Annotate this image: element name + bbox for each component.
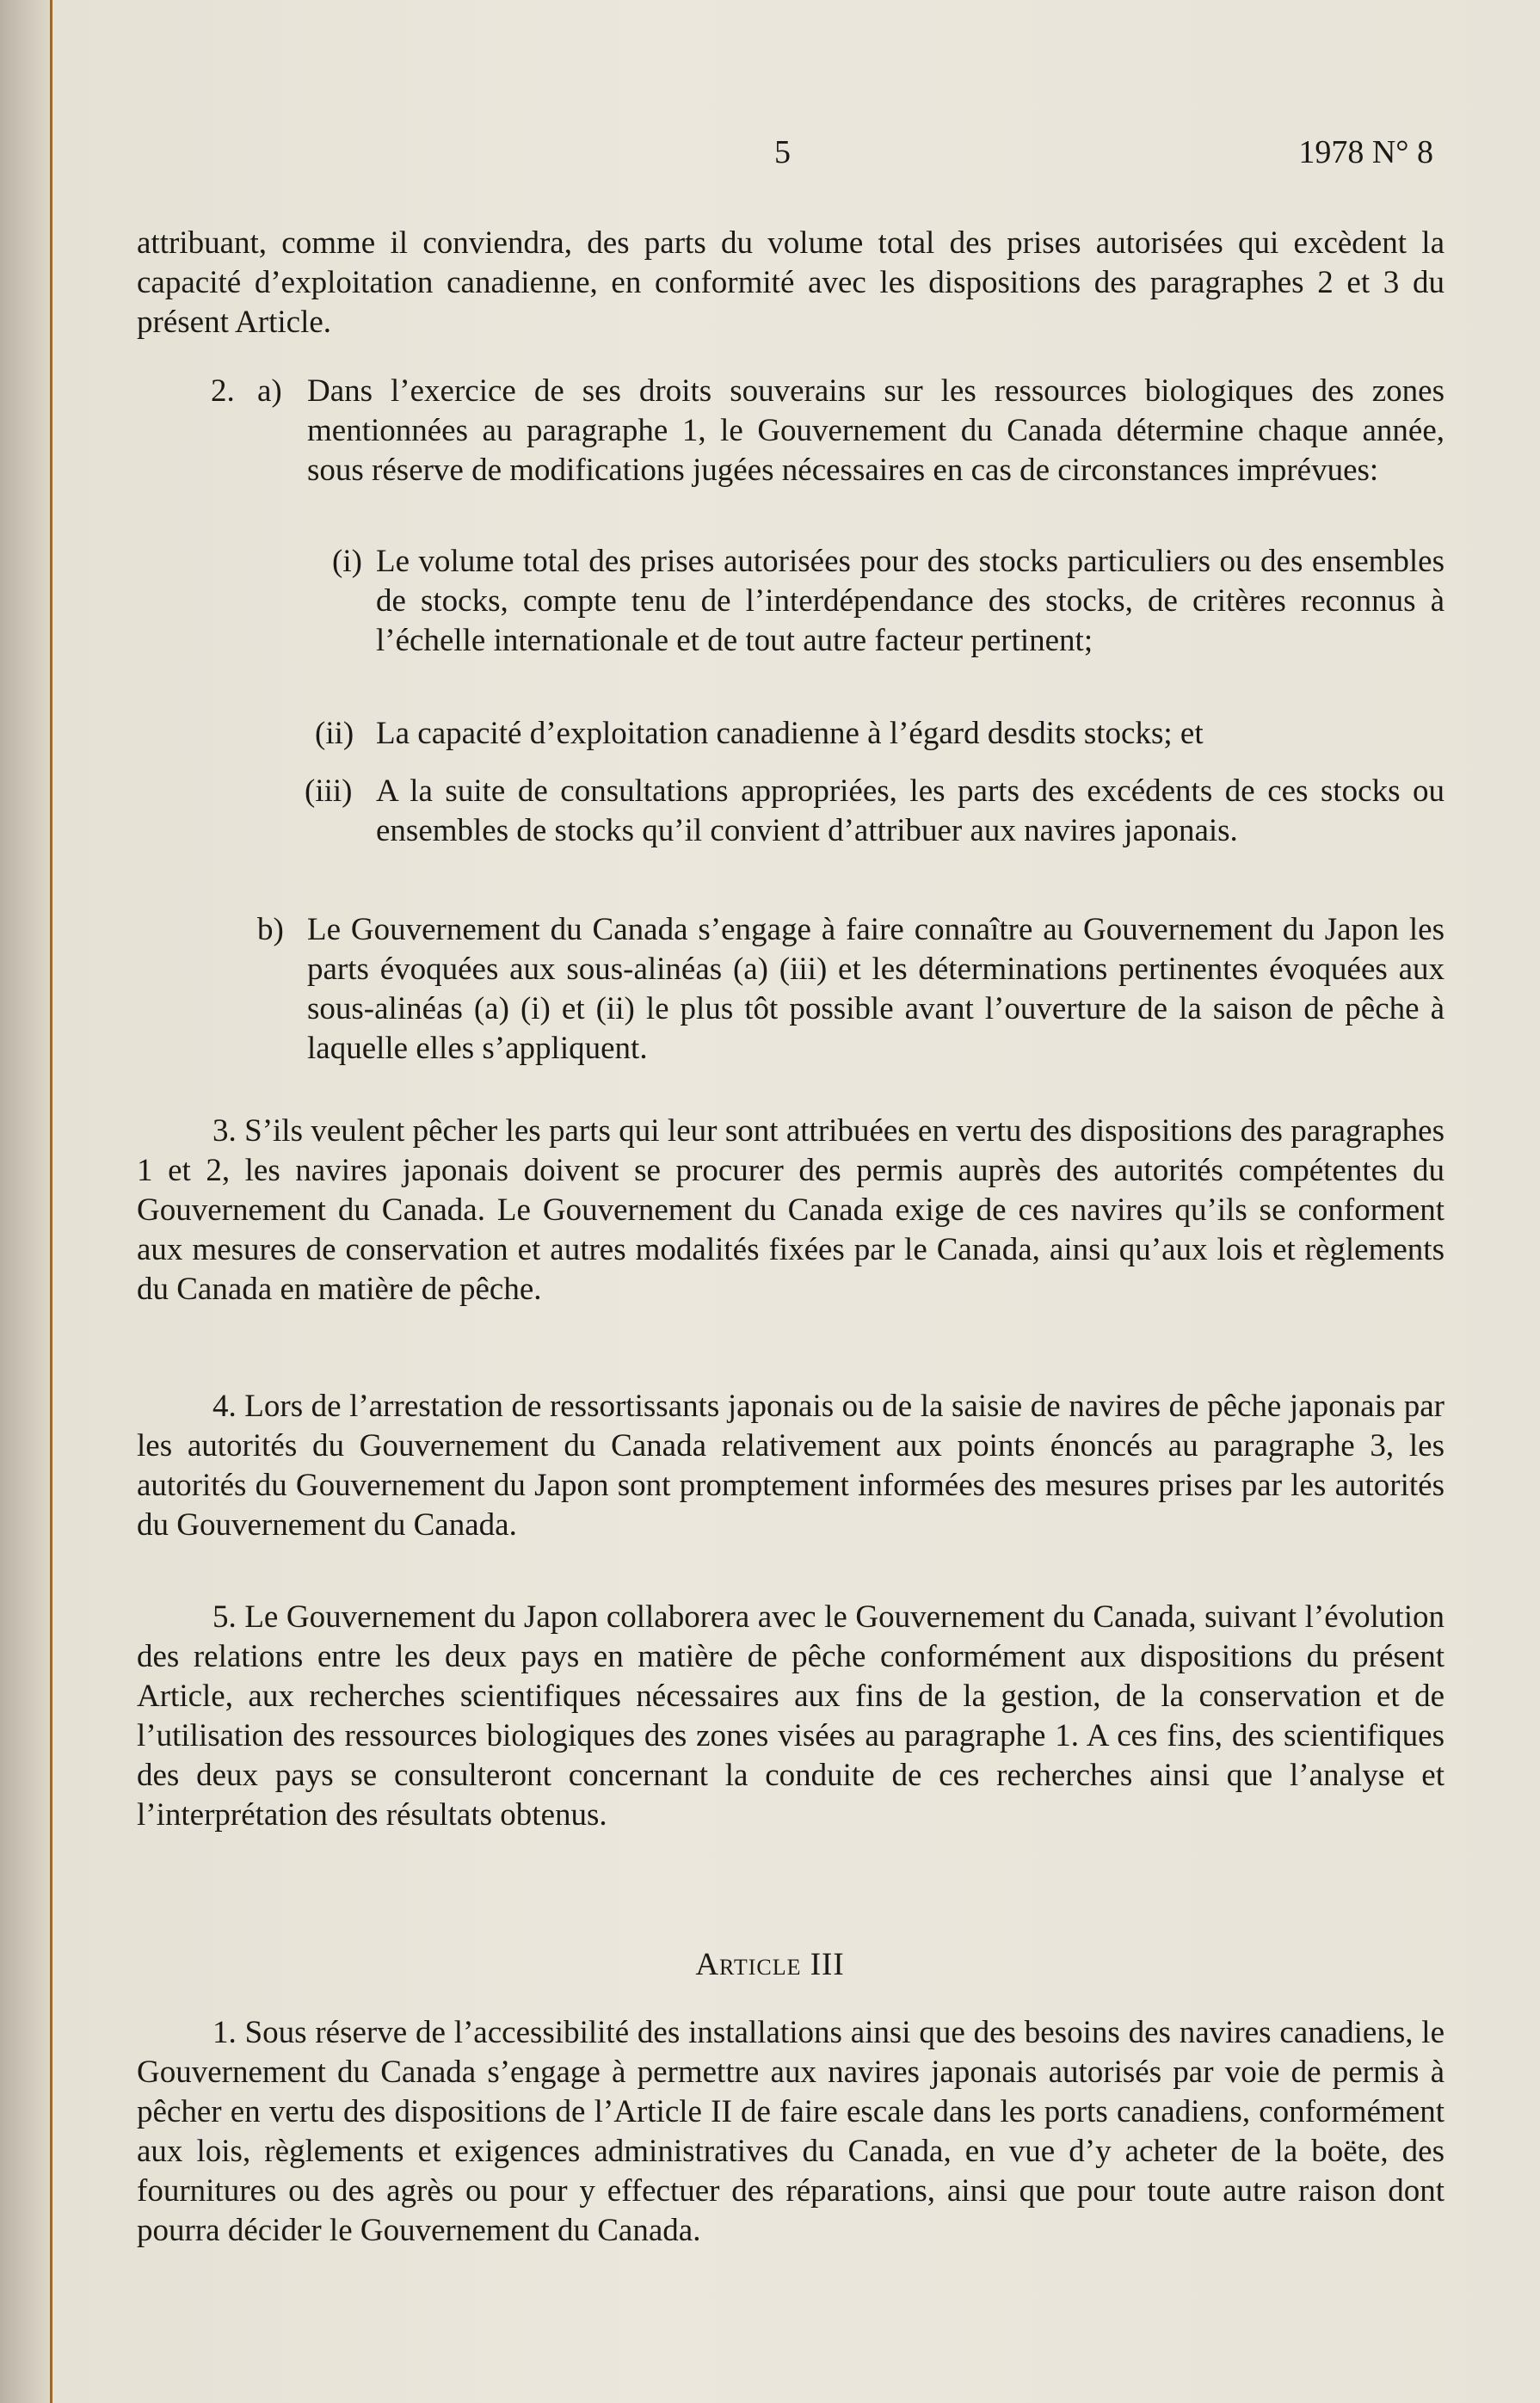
- intro-paragraph: attribuant, comme il conviendra, des parts du volume total des prises autorisées qui excèdent la capacité d’exploitation canadienne, en conformité avec les dispositions des paragraphes 2 et 3 du présent Article.: [137, 225, 1445, 340]
- paragraph-4: 4. Lors de l’arrestation de ressortissants japonais ou de la saisie de navires de pêche japonais par les autorités du Gouvernement du Canada relativement aux points énoncés au paragraphe 3, les autorités du Gouvernement du Japon sont promptement informées des mesures prises par les autorités du Gouvernement du Canada.: [137, 1389, 1445, 1543]
- article-3-paragraph-1: 1. Sous réserve de l’accessibilité des installations ainsi que des besoins des navires canadiens, le Gouvernement du Canada s’engage à permettre aux navires japonais autorisés par voie de permis à pêcher en vertu des dispositions de l’Article II de faire escale dans les ports canadiens, conformément aux lois, règlements et exigences administratives du Canada, en vue d’y acheter de la boëte, des fournitures ou des agrès ou pour y effectuer des réparations, ainsi que pour toute autre raison dont pourra décider le Gouvernement du Canada.: [137, 2015, 1445, 2248]
- subparagraph-b-text: Le Gouvernement du Canada s’engage à faire connaître au Gouvernement du Japon les parts évoquées aux sous-alinéas (a) (iii) et les déterminations pertinentes évoquées aux sous-alinéas (a) (i) et (ii) le plus tôt possible avant l’ouverture de la saison de pêche à laquelle elles s’appliquent.: [307, 912, 1445, 1066]
- subparagraph-a-label: a): [257, 373, 282, 409]
- page-header: [0, 133, 1540, 176]
- book-binding-shadow: [0, 0, 50, 2403]
- article-heading: Article III: [695, 1947, 845, 1982]
- item-i-label: (i): [332, 544, 362, 579]
- subparagraph-b-label: b): [257, 912, 284, 947]
- paragraph-2-number: 2.: [211, 373, 235, 409]
- item-ii-label: (ii): [315, 716, 354, 751]
- document-reference: 1978 N° 8: [1298, 134, 1433, 170]
- paragraph-3: 3. S’ils veulent pêcher les parts qui leur sont attribuées en vertu des dispositions des paragraphes 1 et 2, les navires japonais doivent se procurer des permis auprès des autorités compétentes du Gouvernement du Canada. Le Gouvernement du Canada exige de ces navires qu’ils se conforment aux mesures de conservation et autres modalités fixées par le Canada, ainsi qu’aux lois et règlements du Canada en matière de pêche.: [137, 1113, 1445, 1307]
- item-ii-text: La capacité d’exploitation canadienne à l’égard desdits stocks; et: [376, 716, 1204, 751]
- item-iii-text: A la suite de consultations appropriées, les parts des excédents de ces stocks ou ensembles de stocks qu’il convient d’attribuer aux navires japonais.: [376, 773, 1445, 848]
- item-i-text: Le volume total des prises autorisées pour des stocks particuliers ou des ensembles de stocks, compte tenu de l’interdépendance des stocks, de critères reconnus à l’échelle internationale et de tout autre facteur pertinent;: [376, 544, 1445, 658]
- subparagraph-a-text: Dans l’exercice de ses droits souverains sur les ressources biologiques des zones mentionnées au paragraphe 1, le Gouvernement du Canada détermine chaque année, sous réserve de modifications jugées nécessaires en cas de circonstances imprévues:: [307, 373, 1445, 488]
- item-iii-label: (iii): [305, 773, 353, 809]
- paragraph-5: 5. Le Gouvernement du Japon collaborera avec le Gouvernement du Canada, suivant l’évolution des relations entre les deux pays en matière de pêche conformément aux dispositions du présent Article, aux recherches scientifiques nécessaires aux fins de la gestion, de la conservation et de l’utilisation des ressources biologiques des zones visées au paragraphe 1. A ces fins, des scientifiques des deux pays se consulteront concernant la conduite de ces recherches ainsi que l’analyse et l’interprétation des résultats obtenus.: [137, 1599, 1445, 1833]
- page-number: 5: [774, 134, 791, 170]
